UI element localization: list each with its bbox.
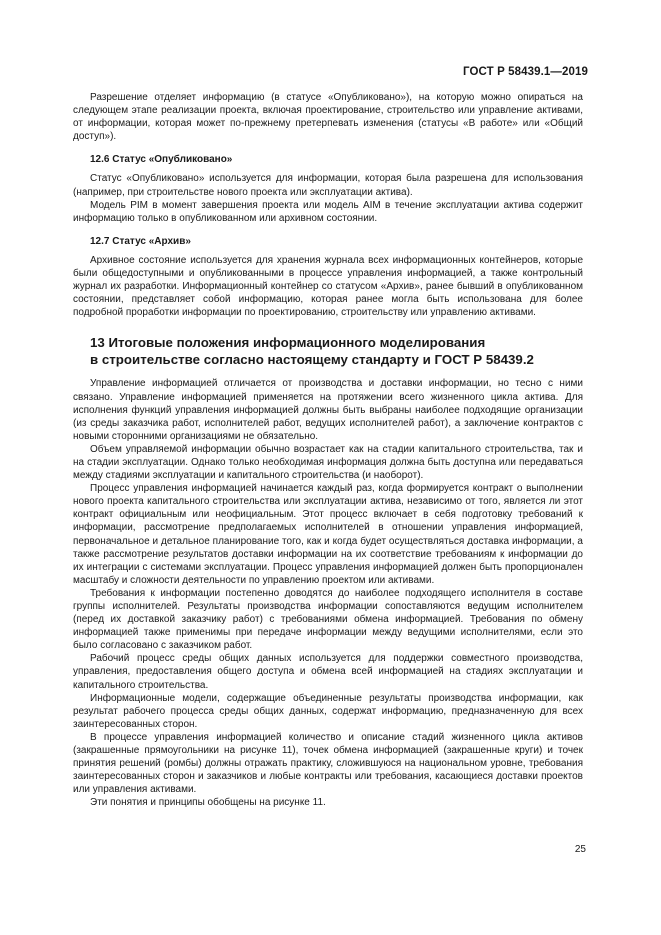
section-13-heading bbox=[90, 335, 583, 368]
section-12-7-paragraph: Архивное состояние используется для хранения журнала всех информационных контейнеров, которые были общедоступными и опубликованными в процессе управления информацией, а также контрольный журнал их разработки. Информационный контейнер со статусом «Архив», ранее бывший в опубликованном состоянии, представляет собой информацию, которая ранее могла быть использована для более подробной проработки информации по проектированию, строительству или управлению активами. bbox=[73, 254, 583, 319]
section-13-paragraph-3: Процесс управления информацией начинается каждый раз, когда формируется контракт о выполнении нового проекта капитального строительства или эксплуатации актива, независимо от того, является ли этот контракт официальным или неофициальным. Этот процесс включает в себя подготовку требований к информации, рассмотрение предполагаемых исполнителей в отношении управления информацией, первоначальное и детальное планирование того, как и когда будет осуществляться доставка информации, а также рассмотрение результатов доставки информации на их соответствие требованиям к информации до их интеграции с системами эксплуатации. Процесс управления информацией должен быть пропорционален масштабу и сложности деятельности по управлению проектом или активами. bbox=[73, 483, 583, 586]
section-12-6-paragraph-2: Модель PIM в момент завершения проекта или модель AIM в течение эксплуатации актива содержит информацию только в опубликованном или архивном состоянии. bbox=[73, 199, 583, 224]
section-13-heading-line-2: в строительстве согласно настоящему стандарту и ГОСТ Р 58439.2 bbox=[90, 351, 534, 367]
section-13-paragraph-2: Объем управляемой информации обычно возрастает как на стадии капитального строительства, так и на стадии эксплуатации. Однако только необходимая информация должна быть доступна или передаваться между стадиями эксплуатации и капитального строительства (и наоборот). bbox=[73, 443, 583, 482]
section-13-paragraph-6: Информационные модели, содержащие объединенные результаты производства информации, как результат рабочего процесса среды общих данных, содержат информацию, предназначенную для всех заинтересованных сторон. bbox=[73, 692, 583, 730]
page-content bbox=[73, 91, 583, 810]
section-13-paragraph-1: Управление информацией отличается от производства и доставки информации, но тесно с ними связано. Управление информацией применяется на протяжении всего жизненного цикла актива. Для исполнения функций управления информацией должны быть выбраны наиболее подходящие организации (из среды заказчика работ, исполнителей работ, ведущих исполнителей работ), а заключение контрактов с новыми сторонними организациями не обязательно. bbox=[73, 378, 583, 442]
section-12-6-heading: 12.6 Статус «Опубликовано» bbox=[90, 154, 233, 166]
section-12-6-paragraph-1: Статус «Опубликовано» используется для информации, которая была разрешена для использования (например, при строительстве нового проекта или эксплуатации актива). bbox=[73, 173, 583, 198]
intro-paragraph: Разрешение отделяет информацию (в статусе «Опубликовано»), на которую можно опираться на следующем этапе реализации проекта, включая проектирование, строительство или управление активами, от информации, которая может по-прежнему претерпевать изменения (статусы «В работе» или «Общий доступ»). bbox=[73, 92, 583, 143]
section-13-paragraph-8: Эти понятия и принципы обобщены на рисунке 11. bbox=[90, 797, 326, 809]
page-number: 25 bbox=[574, 844, 586, 855]
section-12-7-heading: 12.7 Статус «Архив» bbox=[90, 235, 191, 247]
section-13-paragraph-5: Рабочий процесс среды общих данных используется для поддержки совместного производства, управления, предоставления общего доступа и обмена всей информацией на стадиях эксплуатации и капитального строительства. bbox=[73, 653, 583, 691]
section-13-paragraph-4: Требования к информации постепенно доводятся до наиболее подходящего исполнителя в составе группы исполнителей. Результаты производства информации сопоставляются ведущим исполнителем (перед их доставкой заказчику работ) с требованиями обмена информацией. Требования по обмену информацией также применимы при передаче информации между ведущими исполнителями, если это было согласовано с заказчиком работ. bbox=[73, 587, 583, 652]
section-13-paragraph-7: В процессе управления информацией количество и описание стадий жизненного цикла активов (закрашенные прямоугольники на рисунке 11), точек обмена информацией (закрашенные круги) и точек принятия решений (ромбы) должны отражать практику, сложившуюся на национальном уровне, требования заинтересованных сторон и заказчиков и любые контракты или требования, касающиеся доставки проектов или управления активами. bbox=[73, 731, 583, 796]
section-13-heading-line-1: 13 Итоговые положения информационного моделирования bbox=[90, 335, 486, 351]
document-header: ГОСТ Р 58439.1—2019 bbox=[463, 66, 588, 78]
